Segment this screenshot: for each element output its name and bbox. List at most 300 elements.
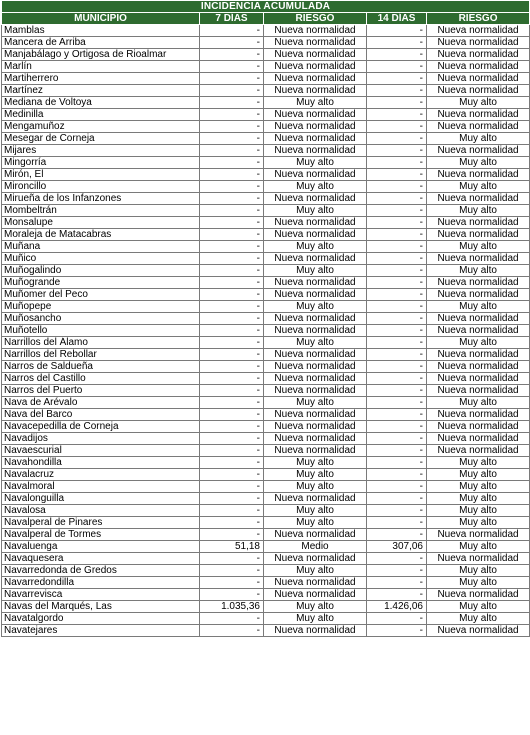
cell-incidencia-14-dias: -: [367, 589, 427, 601]
cell-incidencia-14-dias: -: [367, 409, 427, 421]
table-row: [2, 373, 530, 385]
cell-riesgo-7-dias: Nueva normalidad: [264, 361, 367, 373]
table-row: [2, 397, 530, 409]
table-row: [2, 265, 530, 277]
table-row: [2, 541, 530, 553]
cell-riesgo-7-dias: Nueva normalidad: [264, 253, 367, 265]
cell-riesgo-7-dias: Muy alto: [264, 457, 367, 469]
cell-riesgo-14-dias: Nueva normalidad: [427, 289, 530, 301]
cell-riesgo-14-dias: Nueva normalidad: [427, 529, 530, 541]
cell-incidencia-14-dias: -: [367, 433, 427, 445]
cell-municipio: Navarredonda de Gredos: [2, 565, 200, 577]
cell-riesgo-7-dias: Nueva normalidad: [264, 109, 367, 121]
cell-riesgo-14-dias: Nueva normalidad: [427, 433, 530, 445]
cell-riesgo-7-dias: Nueva normalidad: [264, 49, 367, 61]
cell-incidencia-14-dias: -: [367, 61, 427, 73]
cell-incidencia-7-dias: -: [200, 229, 264, 241]
cell-incidencia-14-dias: -: [367, 193, 427, 205]
cell-incidencia-14-dias: -: [367, 109, 427, 121]
cell-incidencia-14-dias: -: [367, 205, 427, 217]
cell-riesgo-7-dias: Nueva normalidad: [264, 289, 367, 301]
cell-municipio: Mijares: [2, 145, 200, 157]
cell-riesgo-14-dias: Nueva normalidad: [427, 325, 530, 337]
table-title: INCIDENCIA ACUMULADA: [2, 1, 530, 13]
cell-municipio: Navalperal de Tormes: [2, 529, 200, 541]
cell-riesgo-14-dias: Nueva normalidad: [427, 25, 530, 37]
cell-riesgo-14-dias: Nueva normalidad: [427, 217, 530, 229]
cell-municipio: Navaluenga: [2, 541, 200, 553]
cell-incidencia-14-dias: -: [367, 217, 427, 229]
table-row: [2, 85, 530, 97]
cell-riesgo-7-dias: Nueva normalidad: [264, 193, 367, 205]
cell-incidencia-14-dias: -: [367, 565, 427, 577]
table-row: [2, 565, 530, 577]
cell-riesgo-7-dias: Muy alto: [264, 181, 367, 193]
cell-incidencia-7-dias: -: [200, 109, 264, 121]
cell-riesgo-7-dias: Nueva normalidad: [264, 421, 367, 433]
cell-incidencia-14-dias: -: [367, 181, 427, 193]
cell-municipio: Navaquesera: [2, 553, 200, 565]
cell-municipio: Mingorría: [2, 157, 200, 169]
cell-incidencia-14-dias: -: [367, 49, 427, 61]
cell-municipio: Navadijos: [2, 433, 200, 445]
table-row: [2, 457, 530, 469]
cell-incidencia-14-dias: 307,06: [367, 541, 427, 553]
cell-riesgo-7-dias: Nueva normalidad: [264, 37, 367, 49]
cell-incidencia-14-dias: -: [367, 613, 427, 625]
cell-riesgo-7-dias: Nueva normalidad: [264, 385, 367, 397]
header-14-dias: 14 DÍAS: [367, 13, 427, 25]
table-row: [2, 217, 530, 229]
cell-incidencia-7-dias: -: [200, 529, 264, 541]
cell-incidencia-14-dias: -: [367, 241, 427, 253]
cell-incidencia-14-dias: -: [367, 553, 427, 565]
table-row: [2, 241, 530, 253]
cell-municipio: Navatejares: [2, 625, 200, 637]
cell-municipio: Narros del Castillo: [2, 373, 200, 385]
table-row: [2, 577, 530, 589]
cell-riesgo-14-dias: Muy alto: [427, 133, 530, 145]
cell-incidencia-7-dias: -: [200, 361, 264, 373]
cell-incidencia-7-dias: -: [200, 505, 264, 517]
table-row: [2, 601, 530, 613]
cell-incidencia-7-dias: -: [200, 277, 264, 289]
table-row: [2, 481, 530, 493]
cell-riesgo-14-dias: Nueva normalidad: [427, 445, 530, 457]
cell-incidencia-7-dias: -: [200, 37, 264, 49]
table-row: [2, 229, 530, 241]
table-row: [2, 169, 530, 181]
cell-incidencia-7-dias: -: [200, 85, 264, 97]
cell-municipio: Navalmoral: [2, 481, 200, 493]
cell-incidencia-7-dias: 51,18: [200, 541, 264, 553]
cell-incidencia-7-dias: -: [200, 73, 264, 85]
header-riesgo-14: RIESGO: [427, 13, 530, 25]
cell-riesgo-14-dias: Nueva normalidad: [427, 421, 530, 433]
cell-municipio: Muñana: [2, 241, 200, 253]
table-row: [2, 493, 530, 505]
cell-municipio: Mengamuñoz: [2, 121, 200, 133]
table-row: [2, 325, 530, 337]
cell-riesgo-14-dias: Muy alto: [427, 541, 530, 553]
cell-riesgo-7-dias: Muy alto: [264, 97, 367, 109]
cell-incidencia-7-dias: -: [200, 481, 264, 493]
table-row: [2, 109, 530, 121]
cell-incidencia-7-dias: -: [200, 217, 264, 229]
cell-municipio: Muñotello: [2, 325, 200, 337]
cell-municipio: Navalperal de Pinares: [2, 517, 200, 529]
cell-riesgo-14-dias: Nueva normalidad: [427, 85, 530, 97]
cell-incidencia-7-dias: -: [200, 241, 264, 253]
cell-municipio: Mirón, El: [2, 169, 200, 181]
cell-riesgo-14-dias: Nueva normalidad: [427, 361, 530, 373]
table-row: [2, 589, 530, 601]
cell-riesgo-7-dias: Nueva normalidad: [264, 25, 367, 37]
cell-riesgo-7-dias: Nueva normalidad: [264, 577, 367, 589]
cell-incidencia-14-dias: -: [367, 85, 427, 97]
cell-riesgo-14-dias: Nueva normalidad: [427, 109, 530, 121]
incidence-table: [1, 0, 530, 637]
table-row: [2, 121, 530, 133]
cell-incidencia-7-dias: -: [200, 589, 264, 601]
cell-riesgo-7-dias: Nueva normalidad: [264, 61, 367, 73]
cell-incidencia-14-dias: -: [367, 301, 427, 313]
cell-riesgo-14-dias: Nueva normalidad: [427, 61, 530, 73]
cell-incidencia-7-dias: -: [200, 385, 264, 397]
cell-incidencia-14-dias: -: [367, 349, 427, 361]
cell-incidencia-14-dias: -: [367, 385, 427, 397]
cell-incidencia-7-dias: -: [200, 145, 264, 157]
cell-incidencia-14-dias: -: [367, 325, 427, 337]
cell-incidencia-14-dias: -: [367, 361, 427, 373]
cell-riesgo-14-dias: Muy alto: [427, 493, 530, 505]
table-row: [2, 37, 530, 49]
cell-incidencia-14-dias: -: [367, 457, 427, 469]
cell-incidencia-7-dias: -: [200, 457, 264, 469]
cell-municipio: Mironcillo: [2, 181, 200, 193]
cell-municipio: Mesegar de Corneja: [2, 133, 200, 145]
cell-incidencia-14-dias: -: [367, 493, 427, 505]
cell-riesgo-7-dias: Nueva normalidad: [264, 73, 367, 85]
table-body: [2, 25, 530, 637]
cell-riesgo-7-dias: Nueva normalidad: [264, 493, 367, 505]
cell-incidencia-14-dias: -: [367, 445, 427, 457]
cell-municipio: Manjabálago y Ortigosa de Rioalmar: [2, 49, 200, 61]
cell-municipio: Narros de Saldueña: [2, 361, 200, 373]
cell-municipio: Muñogrande: [2, 277, 200, 289]
cell-incidencia-7-dias: -: [200, 181, 264, 193]
table-row: [2, 181, 530, 193]
cell-riesgo-7-dias: Nueva normalidad: [264, 133, 367, 145]
cell-riesgo-7-dias: Nueva normalidad: [264, 445, 367, 457]
cell-municipio: Medinilla: [2, 109, 200, 121]
cell-riesgo-14-dias: Nueva normalidad: [427, 349, 530, 361]
cell-municipio: Muñopepe: [2, 301, 200, 313]
cell-riesgo-14-dias: Muy alto: [427, 601, 530, 613]
cell-incidencia-14-dias: -: [367, 121, 427, 133]
cell-riesgo-14-dias: Muy alto: [427, 181, 530, 193]
table-row: [2, 421, 530, 433]
cell-riesgo-14-dias: Nueva normalidad: [427, 625, 530, 637]
cell-municipio: Narrillos del Rebollar: [2, 349, 200, 361]
cell-riesgo-7-dias: Muy alto: [264, 601, 367, 613]
cell-riesgo-14-dias: Muy alto: [427, 301, 530, 313]
cell-riesgo-14-dias: Nueva normalidad: [427, 229, 530, 241]
cell-municipio: Muñomer del Peco: [2, 289, 200, 301]
cell-incidencia-14-dias: -: [367, 469, 427, 481]
cell-incidencia-14-dias: -: [367, 505, 427, 517]
table-row: [2, 205, 530, 217]
cell-riesgo-14-dias: Muy alto: [427, 517, 530, 529]
table-row: [2, 289, 530, 301]
cell-riesgo-7-dias: Muy alto: [264, 469, 367, 481]
table-row: [2, 625, 530, 637]
cell-riesgo-7-dias: Nueva normalidad: [264, 529, 367, 541]
cell-incidencia-14-dias: -: [367, 577, 427, 589]
table-row: [2, 445, 530, 457]
cell-incidencia-14-dias: -: [367, 289, 427, 301]
cell-riesgo-7-dias: Muy alto: [264, 517, 367, 529]
cell-riesgo-14-dias: Nueva normalidad: [427, 553, 530, 565]
cell-riesgo-7-dias: Muy alto: [264, 301, 367, 313]
cell-incidencia-7-dias: -: [200, 169, 264, 181]
table-row: [2, 61, 530, 73]
cell-municipio: Martiherrero: [2, 73, 200, 85]
cell-incidencia-7-dias: -: [200, 25, 264, 37]
cell-riesgo-14-dias: Muy alto: [427, 97, 530, 109]
table-row: [2, 157, 530, 169]
cell-riesgo-14-dias: Muy alto: [427, 157, 530, 169]
cell-municipio: Navaescurial: [2, 445, 200, 457]
table-row: [2, 613, 530, 625]
cell-riesgo-7-dias: Nueva normalidad: [264, 325, 367, 337]
cell-incidencia-7-dias: -: [200, 49, 264, 61]
cell-incidencia-7-dias: -: [200, 193, 264, 205]
cell-municipio: Nava de Arévalo: [2, 397, 200, 409]
table-row: [2, 385, 530, 397]
table-header: [2, 1, 530, 25]
cell-riesgo-14-dias: Nueva normalidad: [427, 589, 530, 601]
cell-riesgo-14-dias: Nueva normalidad: [427, 277, 530, 289]
cell-incidencia-7-dias: -: [200, 421, 264, 433]
cell-incidencia-7-dias: 1.035,36: [200, 601, 264, 613]
cell-incidencia-14-dias: -: [367, 265, 427, 277]
cell-riesgo-7-dias: Nueva normalidad: [264, 229, 367, 241]
cell-riesgo-7-dias: Muy alto: [264, 613, 367, 625]
cell-incidencia-7-dias: -: [200, 349, 264, 361]
cell-municipio: Marlín: [2, 61, 200, 73]
cell-riesgo-14-dias: Muy alto: [427, 505, 530, 517]
cell-riesgo-7-dias: Nueva normalidad: [264, 349, 367, 361]
cell-riesgo-14-dias: Nueva normalidad: [427, 193, 530, 205]
table-row: [2, 97, 530, 109]
cell-incidencia-14-dias: -: [367, 529, 427, 541]
cell-incidencia-7-dias: -: [200, 469, 264, 481]
table-row: [2, 337, 530, 349]
table-row: [2, 253, 530, 265]
cell-incidencia-14-dias: -: [367, 145, 427, 157]
cell-incidencia-14-dias: -: [367, 277, 427, 289]
table-row: [2, 409, 530, 421]
cell-incidencia-14-dias: 1.426,06: [367, 601, 427, 613]
cell-incidencia-7-dias: -: [200, 445, 264, 457]
cell-incidencia-7-dias: -: [200, 265, 264, 277]
cell-riesgo-7-dias: Nueva normalidad: [264, 625, 367, 637]
cell-municipio: Navacepedilla de Corneja: [2, 421, 200, 433]
cell-riesgo-14-dias: Nueva normalidad: [427, 409, 530, 421]
cell-riesgo-7-dias: Muy alto: [264, 337, 367, 349]
table-row: [2, 193, 530, 205]
cell-incidencia-7-dias: -: [200, 577, 264, 589]
cell-incidencia-7-dias: -: [200, 325, 264, 337]
cell-municipio: Muñico: [2, 253, 200, 265]
cell-municipio: Muñosancho: [2, 313, 200, 325]
cell-incidencia-7-dias: -: [200, 313, 264, 325]
cell-incidencia-7-dias: -: [200, 253, 264, 265]
table-row: [2, 553, 530, 565]
cell-incidencia-14-dias: -: [367, 37, 427, 49]
cell-incidencia-14-dias: -: [367, 253, 427, 265]
cell-incidencia-7-dias: -: [200, 625, 264, 637]
cell-incidencia-14-dias: -: [367, 229, 427, 241]
cell-incidencia-7-dias: -: [200, 121, 264, 133]
cell-riesgo-7-dias: Medio: [264, 541, 367, 553]
cell-riesgo-7-dias: Muy alto: [264, 505, 367, 517]
cell-municipio: Moraleja de Matacabras: [2, 229, 200, 241]
cell-incidencia-14-dias: -: [367, 133, 427, 145]
cell-riesgo-14-dias: Muy alto: [427, 265, 530, 277]
cell-riesgo-14-dias: Nueva normalidad: [427, 373, 530, 385]
cell-incidencia-14-dias: -: [367, 169, 427, 181]
cell-municipio: Navahondilla: [2, 457, 200, 469]
table-row: [2, 25, 530, 37]
cell-incidencia-7-dias: -: [200, 493, 264, 505]
column-header-row: [2, 13, 530, 25]
cell-riesgo-7-dias: Nueva normalidad: [264, 409, 367, 421]
cell-riesgo-14-dias: Nueva normalidad: [427, 49, 530, 61]
cell-municipio: Mediana de Voltoya: [2, 97, 200, 109]
cell-incidencia-14-dias: -: [367, 25, 427, 37]
cell-incidencia-7-dias: -: [200, 409, 264, 421]
cell-municipio: Mamblas: [2, 25, 200, 37]
cell-incidencia-14-dias: -: [367, 97, 427, 109]
table-row: [2, 349, 530, 361]
table-row: [2, 301, 530, 313]
cell-riesgo-14-dias: Muy alto: [427, 469, 530, 481]
cell-riesgo-7-dias: Nueva normalidad: [264, 85, 367, 97]
cell-riesgo-7-dias: Muy alto: [264, 205, 367, 217]
cell-riesgo-7-dias: Muy alto: [264, 481, 367, 493]
cell-riesgo-14-dias: Nueva normalidad: [427, 385, 530, 397]
table-row: [2, 49, 530, 61]
cell-riesgo-7-dias: Muy alto: [264, 565, 367, 577]
cell-riesgo-14-dias: Muy alto: [427, 457, 530, 469]
cell-riesgo-14-dias: Nueva normalidad: [427, 253, 530, 265]
header-municipio: MUNICIPIO: [2, 13, 200, 25]
cell-riesgo-14-dias: Nueva normalidad: [427, 73, 530, 85]
cell-riesgo-14-dias: Muy alto: [427, 241, 530, 253]
cell-riesgo-14-dias: Nueva normalidad: [427, 313, 530, 325]
table-row: [2, 277, 530, 289]
table-row: [2, 145, 530, 157]
cell-riesgo-7-dias: Muy alto: [264, 241, 367, 253]
cell-municipio: Navas del Marqués, Las: [2, 601, 200, 613]
cell-incidencia-7-dias: -: [200, 205, 264, 217]
cell-municipio: Mirueña de los Infanzones: [2, 193, 200, 205]
table-row: [2, 505, 530, 517]
cell-incidencia-14-dias: -: [367, 157, 427, 169]
cell-incidencia-14-dias: -: [367, 397, 427, 409]
cell-incidencia-14-dias: -: [367, 313, 427, 325]
table-row: [2, 433, 530, 445]
cell-municipio: Monsalupe: [2, 217, 200, 229]
cell-incidencia-7-dias: -: [200, 301, 264, 313]
cell-riesgo-14-dias: Muy alto: [427, 205, 530, 217]
cell-riesgo-7-dias: Muy alto: [264, 397, 367, 409]
cell-incidencia-14-dias: -: [367, 421, 427, 433]
cell-riesgo-14-dias: Muy alto: [427, 565, 530, 577]
cell-municipio: Navarrevisca: [2, 589, 200, 601]
cell-riesgo-14-dias: Muy alto: [427, 613, 530, 625]
table-row: [2, 517, 530, 529]
cell-municipio: Narros del Puerto: [2, 385, 200, 397]
cell-riesgo-7-dias: Nueva normalidad: [264, 553, 367, 565]
cell-riesgo-7-dias: Muy alto: [264, 265, 367, 277]
cell-riesgo-7-dias: Nueva normalidad: [264, 373, 367, 385]
cell-incidencia-7-dias: -: [200, 157, 264, 169]
cell-incidencia-7-dias: -: [200, 337, 264, 349]
cell-municipio: Navarredondilla: [2, 577, 200, 589]
cell-riesgo-14-dias: Nueva normalidad: [427, 37, 530, 49]
cell-incidencia-7-dias: -: [200, 397, 264, 409]
cell-riesgo-14-dias: Muy alto: [427, 577, 530, 589]
cell-municipio: Mancera de Arriba: [2, 37, 200, 49]
cell-riesgo-14-dias: Muy alto: [427, 397, 530, 409]
cell-riesgo-14-dias: Nueva normalidad: [427, 145, 530, 157]
cell-municipio: Muñogalindo: [2, 265, 200, 277]
table-row: [2, 313, 530, 325]
cell-municipio: Mombeltrán: [2, 205, 200, 217]
cell-incidencia-7-dias: -: [200, 133, 264, 145]
cell-municipio: Martínez: [2, 85, 200, 97]
header-7-dias: 7 DÍAS: [200, 13, 264, 25]
cell-incidencia-7-dias: -: [200, 433, 264, 445]
cell-municipio: Navatalgordo: [2, 613, 200, 625]
cell-riesgo-7-dias: Nueva normalidad: [264, 313, 367, 325]
cell-incidencia-14-dias: -: [367, 517, 427, 529]
cell-incidencia-7-dias: -: [200, 97, 264, 109]
cell-incidencia-14-dias: -: [367, 337, 427, 349]
cell-incidencia-7-dias: -: [200, 613, 264, 625]
cell-riesgo-7-dias: Nueva normalidad: [264, 169, 367, 181]
cell-riesgo-7-dias: Nueva normalidad: [264, 217, 367, 229]
cell-riesgo-7-dias: Nueva normalidad: [264, 121, 367, 133]
cell-incidencia-14-dias: -: [367, 625, 427, 637]
table-row: [2, 361, 530, 373]
title-row: [2, 1, 530, 13]
cell-riesgo-14-dias: Nueva normalidad: [427, 169, 530, 181]
cell-incidencia-7-dias: -: [200, 517, 264, 529]
cell-riesgo-7-dias: Nueva normalidad: [264, 589, 367, 601]
cell-municipio: Nava del Barco: [2, 409, 200, 421]
cell-riesgo-14-dias: Muy alto: [427, 481, 530, 493]
cell-municipio: Navalacruz: [2, 469, 200, 481]
cell-incidencia-7-dias: -: [200, 289, 264, 301]
cell-incidencia-14-dias: -: [367, 373, 427, 385]
cell-incidencia-7-dias: -: [200, 373, 264, 385]
cell-incidencia-14-dias: -: [367, 73, 427, 85]
table-row: [2, 469, 530, 481]
